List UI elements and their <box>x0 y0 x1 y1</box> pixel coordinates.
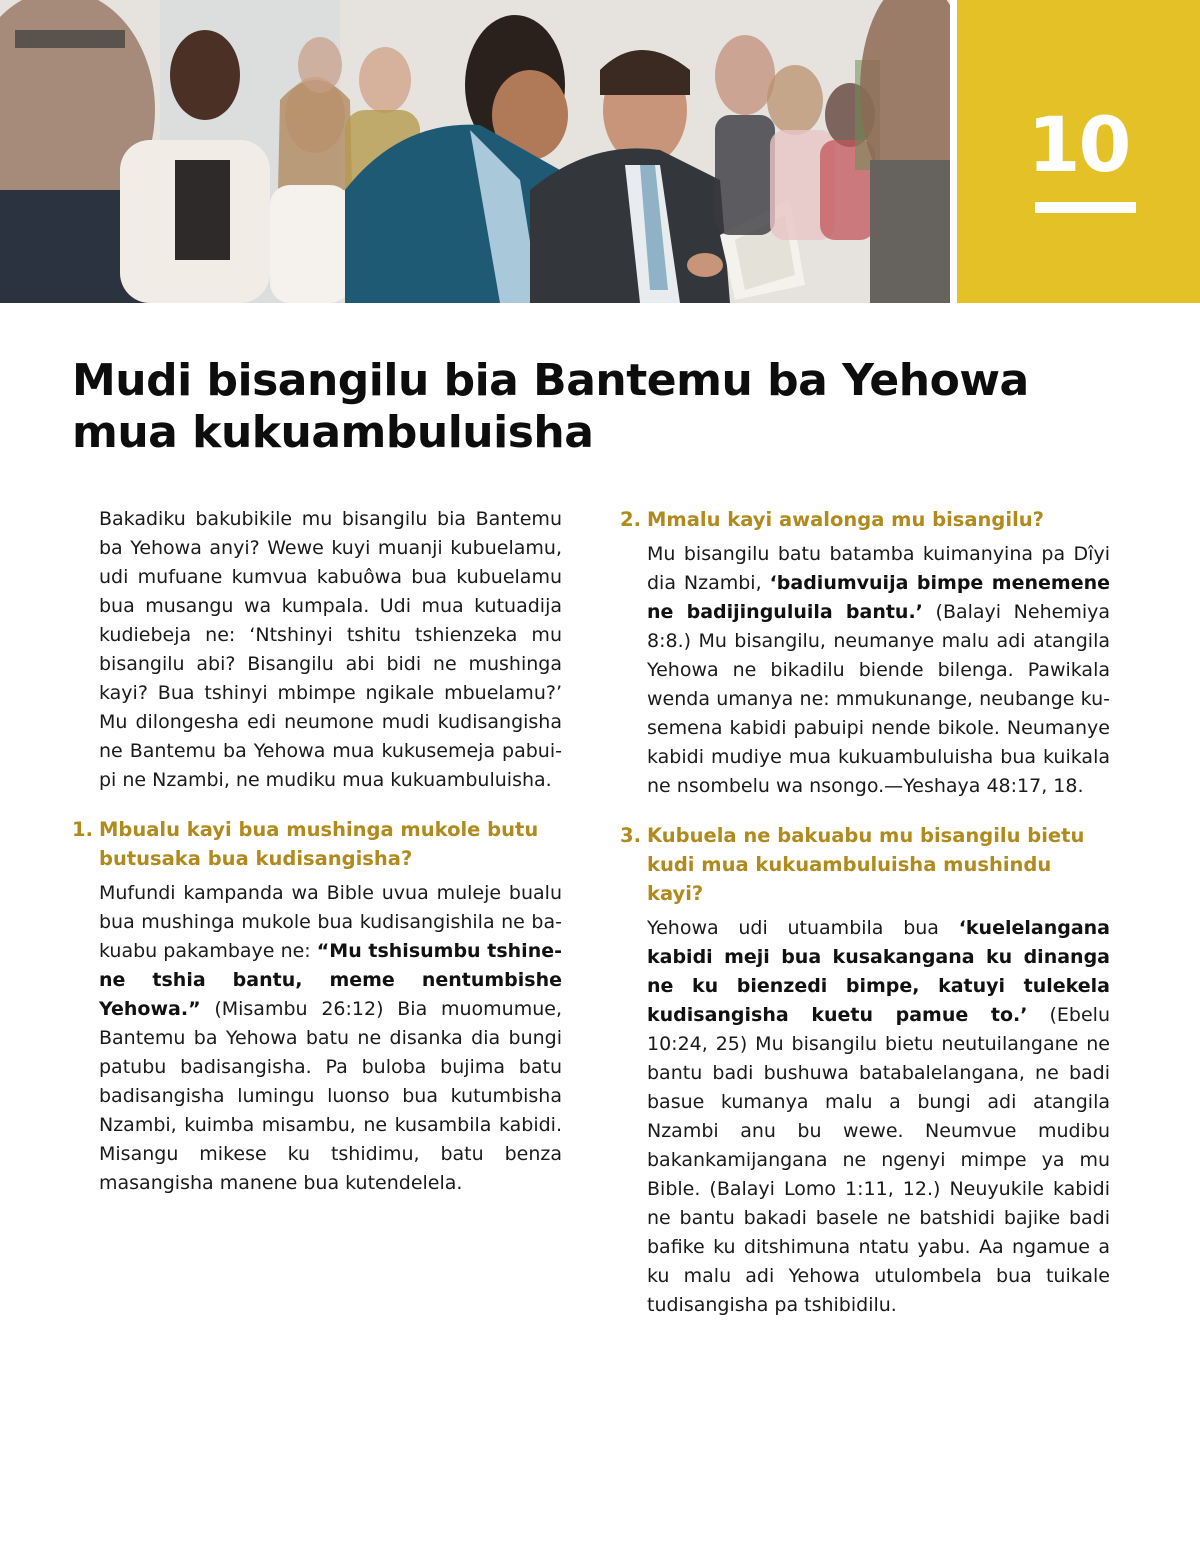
section-1-body-text-continued: (Misambu 26:12) Bia muomumue, Bantemu ba Yehowa batu ne disanka dia bungi patubu badisangisha. Pa buloba bujima batu badisangisha lumingu luonso bua kutumbisha Nzambi, kuimba misambu, ne kusambila kabidi. Misangu mikese ku tshidimu, batu benza masangisha manene bua kutendelela. <box>99 998 562 1194</box>
section-2-body <box>620 540 1110 801</box>
section-2-body-text: Mu bisangilu batu batamba kuimanyina pa Dîyi dia Nzambi, <box>647 543 1110 594</box>
section-1-scripture-quote: “Mu tshisumbu tshinene tshia bantu, meme nentumbishe Yehowa.” <box>99 940 562 1020</box>
lesson-number: 10 <box>1027 100 1130 189</box>
section-1-question-text: Mbualu kayi bua mushinga mukole butu butusaka bua kudisangisha? <box>99 818 539 870</box>
right-column <box>620 505 1110 1320</box>
section-1-number: 1. <box>72 818 93 841</box>
intro-paragraph: Bakadiku bakubikile mu bisangilu bia Bantemu ba Yehowa anyi? Wewe kuyi muanji kubuelamu, udi mufuane kumvua kabuôwa bua kubuelamu bua musangu wa kumpala. Udi mua kutuadija kudiebeja ne: ‘Ntshinyi tshitu tshienzeka mu bisangilu abi? Bisangilu abi bidi ne mushinga kayi? Bua tshinyi mbimpe ngikale mbuelamu?’ Mu dilongesha edi neumone mudi kudisangisha ne Bantemu ba Yehowa mua kukusemeja pabuipi ne Nzambi, ne mudiku mua kukuambuluisha. <box>99 508 562 791</box>
section-3-body-text: Yehowa udi utuambila bua <box>647 917 959 939</box>
lesson-number-underline <box>1035 202 1136 213</box>
section-3-number: 3. <box>620 824 641 847</box>
page-title: Mudi bisangilu bia Bantemu ba Yehowa mua kukuambuluisha <box>72 355 1029 458</box>
section-3-body <box>620 914 1110 1320</box>
section-3-body-text-continued: (Ebelu 10:24, 25) Mu bisangilu bietu neutuilangane ne bantu badi bushuwa batabalelangana, ne badi basue kumanya malu a bungi adi atangila Nzambi anu bu wewe. Neumvue mudibu bakankamijangana ne ngenyi mimpe ya mu Bible. (Balayi Lomo 1:11, 12.) Neuyukile kabidi ne bantu bakadi basele ne batshidi bajike badi bafike ku ditshimuna ntatu yabu. Aa ngamue a ku malu adi Yehowa utulombela bua tuikale tudisangisha pa tshibidilu. <box>647 1004 1110 1316</box>
section-1-question <box>72 815 562 873</box>
congregation-photo-illustration <box>0 0 950 303</box>
section-1-body-text: Mufundi kampanda wa Bible uvua muleje bualu bua mushinga mukole bua kudisangishila ne bakuabu pakambaye ne: <box>99 882 562 962</box>
lesson-number-badge <box>957 0 1200 303</box>
section-2-scripture-quote: ‘badiumvuija bimpe menemene ne badijinguluila bantu.’ <box>647 572 1110 623</box>
header-photo <box>0 0 950 303</box>
section-2-question <box>620 505 1110 534</box>
section-2-number: 2. <box>620 508 641 531</box>
section-1-body <box>72 879 562 1198</box>
section-3-scripture-quote: ‘kuelelangana kabidi meji bua kusakangana ku dinanga ne ku bienzedi bimpe, katuyi tulekela kudisangisha kuetu pamue to.’ <box>647 917 1110 1026</box>
section-3-question <box>620 821 1110 908</box>
section-3-question-text: Kubuela ne bakuabu mu bisangilu bietu kudi mua kukuambuluisha mushindu kayi? <box>647 824 1085 905</box>
section-2-body-text-continued: (Balayi Nehemiya 8:8.) Mu bisangilu, neumanye malu adi atangila Yehowa ne bikadilu biende bilenga. Pawikala wenda umanya ne: mmukunange, neubange kusemena kabidi pabuipi nende bikole. Neumanye kabidi mudiye mua kukuambuluisha bua kuikala ne nsombelu wa nsongo.—Yeshaya 48:17, 18. <box>647 601 1110 797</box>
left-column <box>72 505 562 1198</box>
section-2-question-text: Mmalu kayi awalonga mu bisangilu? <box>647 508 1044 531</box>
